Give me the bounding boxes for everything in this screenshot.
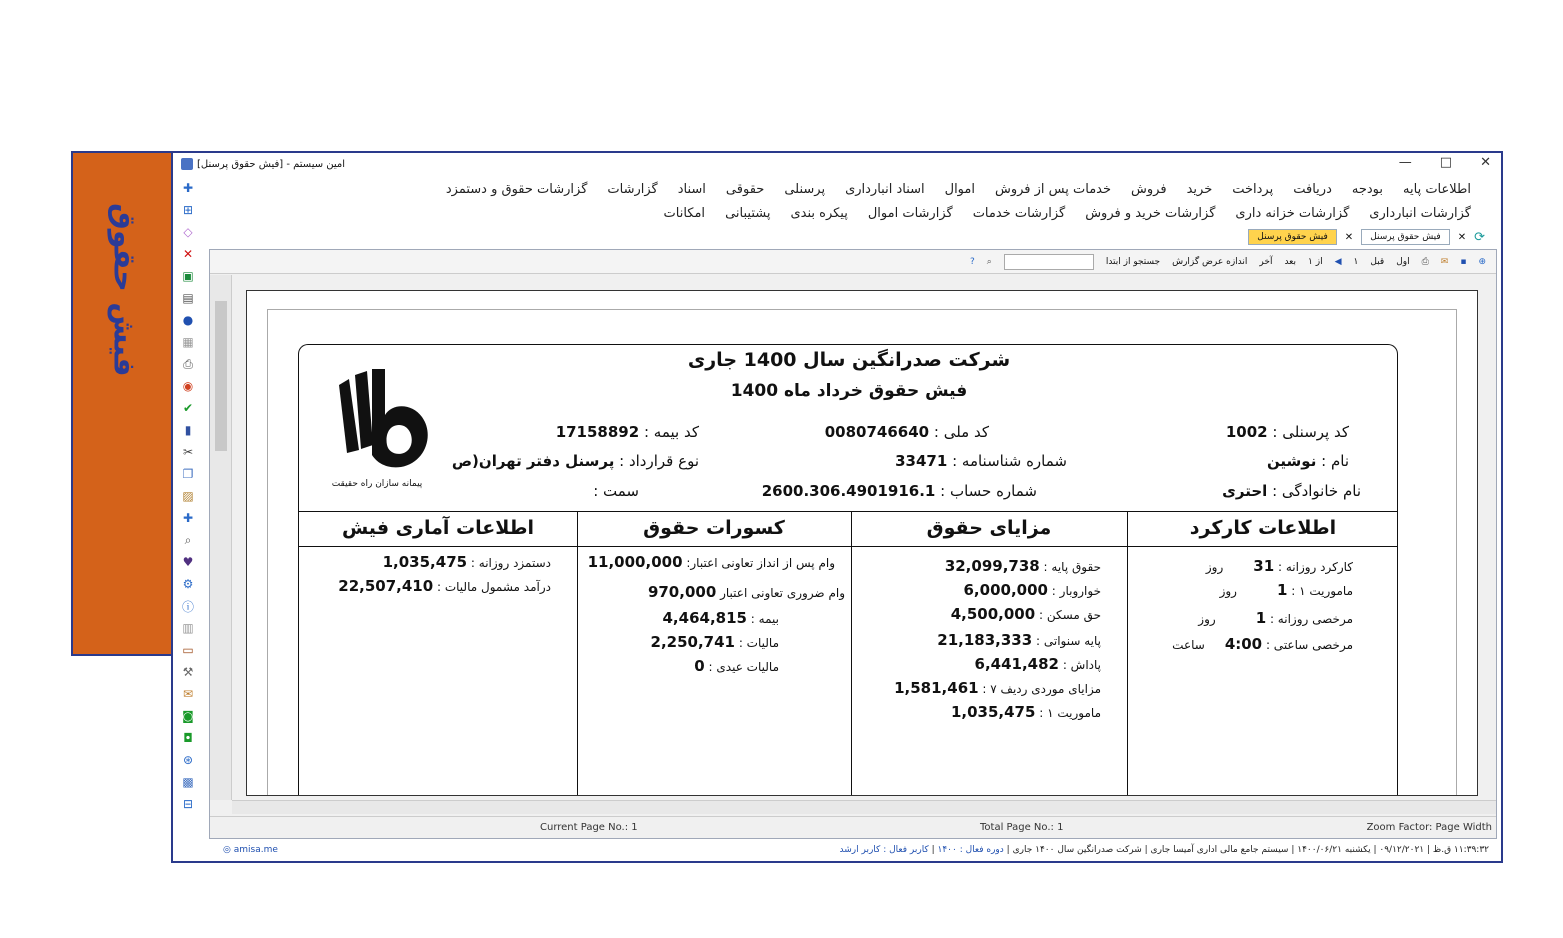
benefit-item: پاداش : 6,441,482 (974, 655, 1101, 673)
menu-item[interactable]: خدمات پس از فروش (994, 181, 1112, 197)
benefit-item: ماموریت ۱ : 1,035,475 (950, 703, 1101, 721)
exit-icon[interactable]: ⊟ (182, 797, 194, 811)
column-divider (851, 511, 852, 795)
account-field: شماره حساب : 2600.306.4901916.1 (761, 482, 1037, 500)
tools-icon[interactable]: ⚒ (182, 665, 194, 679)
email-icon[interactable]: ✉ (1440, 256, 1449, 267)
excel-icon[interactable]: ▣ (182, 269, 194, 283)
status-date-gregorian: ۰۹/۱۲/۲۰۲۱ (1379, 845, 1425, 855)
print-icon[interactable]: ⎙ (1421, 256, 1429, 267)
first-button[interactable]: اول (1396, 256, 1410, 267)
deduction-item: بیمه : 4,464,815 (662, 609, 779, 627)
status-company: شرکت صدرانگین سال ۱۴۰۰ جاری (1012, 845, 1142, 855)
menu-row-2 (213, 201, 1495, 225)
chat-icon[interactable]: ◙ (182, 709, 194, 723)
search-icon[interactable]: ⌕ (184, 532, 192, 547)
slip-subtitle: فیش حقوق خرداد ماه 1400 (730, 381, 968, 401)
stat-item: دستمزد روزانه : 1,035,475 (382, 553, 551, 571)
personnel-code-field: کد پرسنلی : 1002 (1225, 423, 1349, 441)
deduction-item: وام پس از انداز تعاونی اعتبار: 11,000,000 (587, 553, 835, 571)
status-system: سیستم جامع مالی اداری آمیسا جاری (1150, 845, 1289, 855)
position-field: سمت : (593, 482, 639, 500)
report-viewer (209, 249, 1497, 839)
delete-icon[interactable]: ✕ (182, 247, 194, 261)
company-title: شرکت صدرانگین سال 1400 جاری (687, 349, 1011, 371)
status-period: دوره فعال : ۱۴۰۰ (937, 845, 1004, 855)
close-tab-icon[interactable]: ✕ (1457, 231, 1467, 243)
deduction-item: وام ضروری تعاونی اعتبار 970,000 (647, 583, 845, 601)
menu-item[interactable]: اطلاعات پایه (1403, 181, 1471, 197)
column-divider (1127, 511, 1128, 795)
report-page (246, 290, 1478, 796)
titlebar (173, 153, 1501, 175)
total-page-label: Total Page No.: 1 (980, 822, 1064, 833)
contract-field: نوع قرارداد : پرسنل دفتر تهران(ص (451, 452, 699, 470)
app-window (171, 151, 1503, 863)
copy-icon[interactable]: ❐ (182, 467, 194, 481)
menu-item[interactable]: گزارشات (607, 181, 658, 197)
menu-item[interactable]: گزارشات انبارداری (1369, 205, 1471, 221)
menu-item[interactable]: پرداخت (1232, 181, 1274, 197)
national-code-field: کد ملی : 0080746640 (824, 423, 989, 441)
id-no-field: شماره شناسنامه : 33471 (895, 452, 1067, 470)
help-icon[interactable]: ? (969, 256, 975, 267)
status-date-jalali: یکشنبه ۱۴۰۰/۰۶/۲۱ (1297, 845, 1371, 855)
app-icon (181, 158, 193, 170)
menu-item[interactable]: اسناد (677, 181, 706, 197)
benefit-item: حق مسکن : 4,500,000 (950, 605, 1101, 623)
menu-item[interactable]: امکانات (663, 205, 706, 221)
report-search-input[interactable] (1004, 254, 1094, 270)
scroll-thumb[interactable] (215, 301, 227, 451)
family-field: نام خانوادگی : احتری (1222, 482, 1361, 500)
menu-item[interactable]: حقوقی (725, 181, 765, 197)
save-icon[interactable]: ▪ (1460, 256, 1467, 267)
close-tab-icon[interactable]: ✕ (1344, 231, 1354, 243)
archive-icon[interactable]: ▥ (182, 621, 194, 635)
insurance-code-field: کد بیمه : 17158892 (555, 423, 699, 441)
gear-icon[interactable]: ⚙ (182, 577, 194, 591)
tab-payslip-2[interactable]: فیش حقوق پرسنل (1248, 229, 1337, 245)
menu-item[interactable]: گزارشات خزانه داری (1235, 205, 1350, 221)
section-benefits: مزایای حقوق (926, 517, 1052, 539)
zoom-factor-label: Zoom Factor: Page Width (1366, 822, 1492, 833)
nav-arrow-icon[interactable]: ◀ (1334, 256, 1342, 267)
refresh-icon[interactable]: ⟳ (1474, 229, 1485, 245)
doc-icon[interactable]: ▤ (182, 291, 194, 305)
search-start-button[interactable]: جستجو از ابتدا (1105, 256, 1161, 267)
current-page-label: Current Page No.: 1 (540, 822, 638, 833)
calendar-icon[interactable]: ▭ (182, 643, 194, 657)
benefit-item: مزایای موردی ردیف ۷ : 1,581,461 (894, 679, 1101, 697)
page-of-label: از ۱ (1308, 256, 1323, 267)
tab-payslip-1[interactable]: فیش حقوق پرسنل (1361, 229, 1450, 245)
column-divider (577, 511, 578, 795)
benefit-item: پایه سنواتی : 21,183,333 (937, 631, 1101, 649)
app-statusbar: ۱۱:۳۹:۳۲ ق.ظ | ۰۹/۱۲/۲۰۲۱ | یکشنبه ۱۴۰۰/۰۶/۲۱ | سیستم جامع مالی اداری آمیسا جاری | شرکت صدرانگین سال ۱۴۰۰ جاری | دوره فعال : ۱۴۰۰ | کاربر فعال : کاربر ارشد ◎ amisa.me (223, 845, 1489, 855)
paste-icon[interactable]: ▨ (182, 489, 194, 503)
benefit-item: خواروبار : 6,000,000 (963, 581, 1101, 599)
side-title (73, 153, 175, 654)
side-title-text: فیش حقوق (106, 203, 142, 377)
add-icon[interactable]: ⊞ (182, 203, 194, 217)
menu-item[interactable]: اموال (944, 181, 975, 197)
cut-icon[interactable]: ✂ (182, 445, 194, 459)
stat-item: درآمد مشمول مالیات : 22,507,410 (338, 577, 551, 595)
name-field: نام : نوشین (1266, 452, 1349, 470)
menu-item[interactable]: بودجه (1351, 181, 1384, 197)
user-icon[interactable]: ● (182, 313, 194, 327)
section-stats: اطلاعات آماری فیش (341, 517, 535, 539)
report-icon[interactable]: ▩ (182, 775, 194, 789)
status-time: ۱۱:۳۹:۳۲ ق.ظ (1432, 845, 1489, 855)
minimize-button[interactable]: — (1398, 155, 1412, 170)
menu-item[interactable]: اسناد انبارداری (845, 181, 925, 197)
print-icon[interactable]: ⎙ (183, 356, 193, 371)
horizontal-scrollbar[interactable] (232, 800, 1496, 814)
menu-item[interactable]: پیکره بندی (790, 205, 848, 221)
book-icon[interactable]: ▮ (184, 423, 192, 437)
find-icon[interactable]: ⌕ (986, 256, 992, 267)
logo-mark (317, 355, 437, 475)
info-icon[interactable]: ⓘ (181, 599, 194, 614)
plus-circle-icon[interactable]: ⊕ (1478, 256, 1486, 267)
menu-item[interactable]: گزارشات خدمات (972, 205, 1066, 221)
work-item: مرخصی ساعتی : 4:00ساعت (1172, 635, 1353, 653)
payslip-card (298, 344, 1398, 795)
page-number-input[interactable]: ۱ (1353, 256, 1359, 267)
deduction-item: مالیات : 2,250,741 (650, 633, 779, 651)
network-icon[interactable]: ⊛ (182, 753, 194, 767)
chrome-icon[interactable]: ◉ (182, 379, 194, 393)
report-toolbar (210, 250, 1496, 274)
deduction-item: مالیات عیدی : 0 (694, 657, 779, 675)
logo-caption: پیمانه سازان راه حقیقت (331, 479, 423, 489)
status-user: کاربر فعال : کاربر ارشد (839, 845, 929, 855)
mail-icon[interactable]: ✉ (182, 687, 194, 701)
instagram-link[interactable]: ◎ amisa.me (223, 845, 278, 855)
menu-item[interactable]: گزارشات حقوق و دستمزد (445, 181, 588, 197)
menu-item[interactable]: پشتیبانی (725, 205, 771, 221)
menu-item[interactable]: پرسنلی (784, 181, 826, 197)
menu-item[interactable]: دریافت (1293, 181, 1332, 197)
vertical-scrollbar[interactable] (210, 275, 232, 800)
page-width-button[interactable]: اندازه عرض گزارش (1172, 256, 1248, 267)
menubar (213, 177, 1495, 225)
close-button[interactable]: ✕ (1480, 155, 1491, 170)
last-button[interactable]: آخر (1259, 256, 1273, 267)
menu-item[interactable]: خرید (1186, 181, 1213, 197)
message-icon[interactable]: ◘ (183, 731, 193, 745)
menu-row-1 (213, 177, 1495, 201)
maximize-button[interactable]: □ (1439, 155, 1453, 170)
company-logo (317, 355, 437, 495)
folder-icon[interactable]: ▦ (182, 335, 194, 349)
report-statusbar (210, 816, 1496, 838)
plus-icon[interactable]: ✚ (182, 511, 194, 525)
menu-item[interactable]: گزارشات خرید و فروش (1085, 205, 1216, 221)
window-title: امین سیستم - [فیش حقوق پرسنل] (197, 158, 346, 170)
benefit-item: حقوق پایه : 32,099,738 (944, 557, 1101, 575)
page-frame (267, 309, 1457, 795)
erase-icon[interactable]: ◇ (183, 225, 193, 239)
side-panel (71, 151, 177, 656)
work-item: مرخصی روزانه : 1روز (1198, 609, 1353, 627)
section-deductions: کسورات حقوق (643, 517, 785, 539)
left-toolbar (173, 177, 203, 841)
work-item: ماموریت ۱ : 1روز (1219, 581, 1353, 599)
section-work: اطلاعات کارکرد (1189, 517, 1337, 539)
menu-item[interactable]: فروش (1131, 181, 1167, 197)
menu-item[interactable]: گزارشات اموال (867, 205, 953, 221)
next-button[interactable]: بعد (1284, 256, 1297, 267)
heart-icon[interactable]: ♥ (182, 555, 194, 569)
new-icon[interactable]: ✚ (182, 181, 194, 195)
prev-button[interactable]: قبل (1370, 256, 1385, 267)
check-icon[interactable]: ✔ (182, 401, 194, 415)
tabs-row (213, 227, 1495, 247)
work-item: کارکرد روزانه : 31روز (1205, 557, 1353, 575)
